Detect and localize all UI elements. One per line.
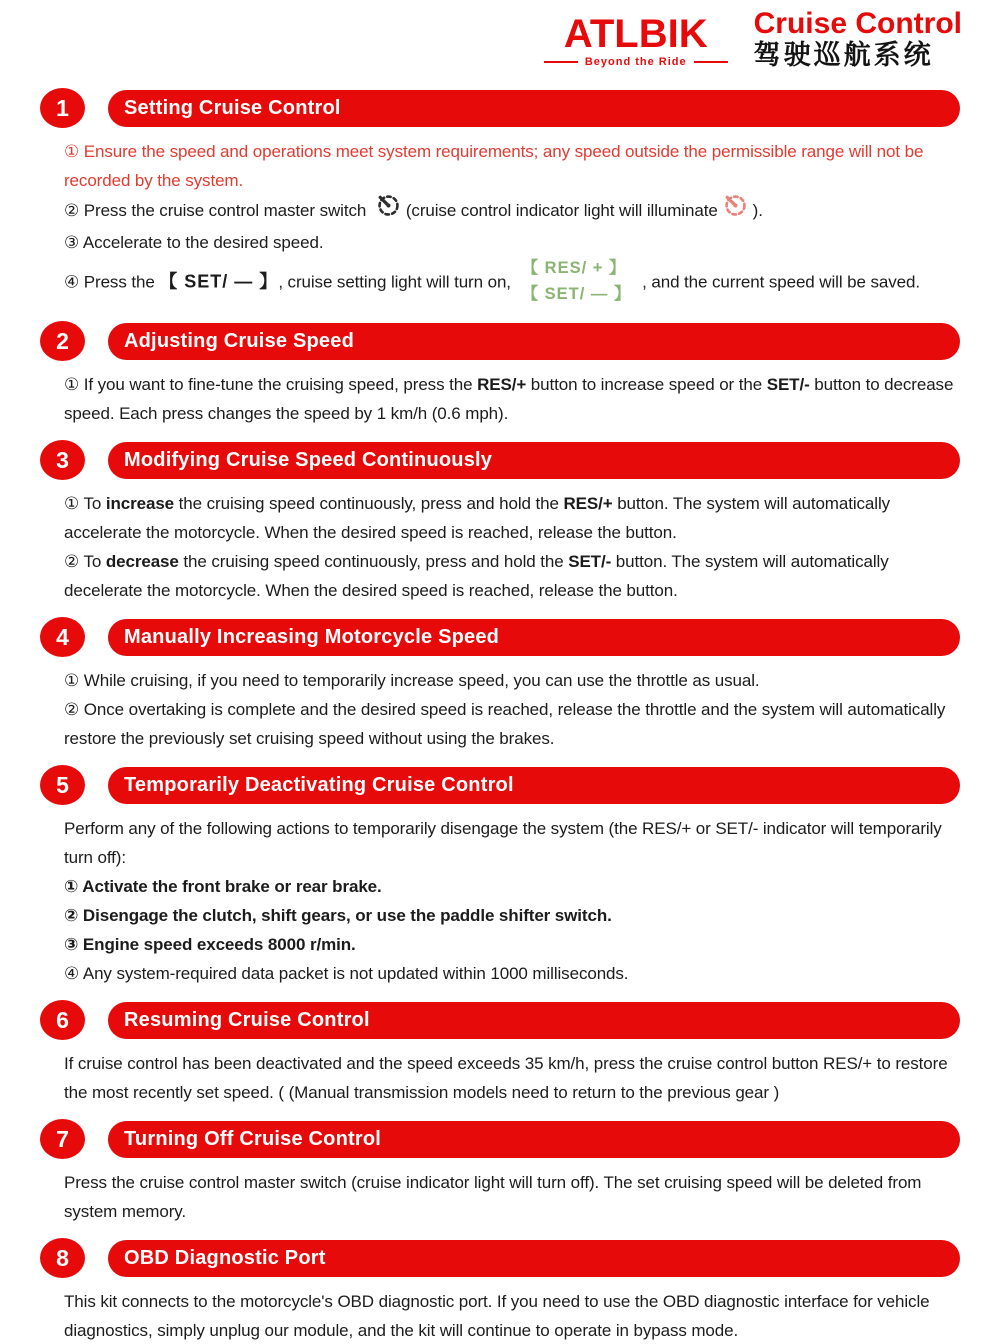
section-title-pill xyxy=(108,619,960,656)
section-body-8 xyxy=(64,1287,960,1344)
text-run: the cruising speed continuously, press and hold the xyxy=(174,494,564,513)
text-run: decrease xyxy=(105,552,179,571)
text-run: RES/+ xyxy=(563,494,613,513)
body-line xyxy=(64,137,960,195)
section-2 xyxy=(0,321,1008,428)
section-title: Setting Cruise Control xyxy=(124,96,341,119)
text-run: Press the cruise control master switch (cruise indicator light will turn off). The set cruising speed will be deleted from system memory. xyxy=(64,1173,922,1221)
tagline-rule-right xyxy=(694,61,728,63)
section-header-2 xyxy=(40,321,960,361)
brand-tagline xyxy=(544,56,728,68)
section-body-6 xyxy=(64,1049,960,1107)
text-run: ). xyxy=(752,200,763,220)
text-run: ③ Accelerate to the desired speed. xyxy=(64,233,324,252)
section-3 xyxy=(0,440,1008,605)
text-run: increase xyxy=(105,494,175,513)
section-1 xyxy=(0,88,1008,309)
body-line xyxy=(64,1168,960,1226)
body-line xyxy=(64,695,960,753)
text-run: , and the current speed will be saved. xyxy=(637,272,920,292)
text-run: ③ Engine speed exceeds 8000 r/min. xyxy=(64,935,356,954)
text-run: button to increase speed or the xyxy=(526,375,767,394)
text-run: button. The system will automatically decelerate the motorcycle. When the desired speed is reached, release the button. xyxy=(64,552,889,600)
body-line xyxy=(64,489,960,547)
body-line xyxy=(64,901,960,930)
section-header-6 xyxy=(40,1000,960,1040)
section-title-pill xyxy=(108,1002,960,1039)
body-line xyxy=(64,547,960,605)
text-run: If cruise control has been deactivated and the speed exceeds 35 km/h, press the cruise control button RES/+ to restore the most recently set speed. ( (Manual transmission models need to return to the previous gear ) xyxy=(64,1054,948,1102)
text-run: SET/- xyxy=(568,552,612,571)
section-title-pill xyxy=(108,1240,960,1277)
sections xyxy=(0,88,1008,1344)
section-header-3 xyxy=(40,440,960,480)
section-title: Manually Increasing Motorcycle Speed xyxy=(124,625,500,648)
section-title: Adjusting Cruise Speed xyxy=(124,329,354,352)
text-run: button. The system will automatically accelerate the motorcycle. When the desired speed is reached, release the button. xyxy=(64,494,891,542)
body-line xyxy=(64,814,960,872)
section-body-2 xyxy=(64,370,960,428)
section-title-pill xyxy=(108,323,960,360)
green-button-labels xyxy=(522,255,632,307)
text-run: ④ Press the xyxy=(64,272,160,292)
text-run: ① If you want to fine-tune the cruising speed, press the xyxy=(64,375,478,394)
section-4 xyxy=(0,617,1008,753)
section-number-badge: 2 xyxy=(40,321,85,361)
green-button-label: 【 SET/ — 】 xyxy=(521,285,632,303)
text-run: the cruising speed continuously, press and hold the xyxy=(178,552,569,571)
section-title-pill xyxy=(108,767,960,804)
product-title-block xyxy=(754,8,962,70)
text-run: ① To xyxy=(64,494,106,513)
text-run: (cruise control indicator light will illuminate xyxy=(405,200,718,220)
section-number-badge: 1 xyxy=(40,88,85,128)
green-button-label: 【 RES/ + 】 xyxy=(521,259,627,277)
text-run: ② Disengage the clutch, shift gears, or use the paddle shifter switch. xyxy=(64,906,612,925)
section-8 xyxy=(0,1238,1008,1344)
section-title-pill xyxy=(108,90,960,127)
tagline-rule-left xyxy=(544,61,578,63)
brand-logo xyxy=(544,8,728,68)
section-title-pill xyxy=(108,1121,960,1158)
section-title: OBD Diagnostic Port xyxy=(124,1246,326,1269)
text-run: ① Activate the front brake or rear brake. xyxy=(64,877,382,896)
body-line xyxy=(64,959,960,988)
brand-tagline-text: Beyond the Ride xyxy=(584,56,687,68)
body-line xyxy=(64,195,960,228)
section-header-4 xyxy=(40,617,960,657)
text-run: ② To xyxy=(64,552,106,571)
text-run: ② Once overtaking is complete and the desired speed is reached, release the throttle and the system will automatically restore the previously set cruising speed without using the brakes. xyxy=(64,700,946,748)
section-header-5 xyxy=(40,765,960,805)
section-body-3 xyxy=(64,489,960,605)
section-6 xyxy=(0,1000,1008,1107)
section-number-badge: 5 xyxy=(40,765,85,805)
body-line xyxy=(64,666,960,695)
section-number-badge: 6 xyxy=(40,1000,85,1040)
section-body-1 xyxy=(64,137,960,309)
section-header-1 xyxy=(40,88,960,128)
section-body-7 xyxy=(64,1168,960,1226)
text-run: ② Press the cruise control master switch xyxy=(64,200,371,220)
product-title: Cruise Control xyxy=(753,7,962,40)
cruise-indicator-light-icon xyxy=(722,193,749,226)
body-line xyxy=(64,228,960,257)
section-title: Resuming Cruise Control xyxy=(124,1008,370,1031)
section-body-4 xyxy=(64,666,960,753)
section-header-7 xyxy=(40,1119,960,1159)
section-body-5 xyxy=(64,814,960,988)
text-run: Perform any of the following actions to temporarily disengage the system (the RES/+ or SET/- indicator will temporarily turn off): xyxy=(64,819,942,867)
text-run: This kit connects to the motorcycle's OBD diagnostic port. If you need to use the OBD diagnostic interface for vehicle diagnostics, simply unplug our module, and the kit will continue to operate in bypass mode. xyxy=(64,1292,930,1340)
section-number-badge: 8 xyxy=(40,1238,85,1278)
section-number-badge: 7 xyxy=(40,1119,85,1159)
product-title-zh: 驾驶巡航系统 xyxy=(753,40,934,70)
section-title-pill xyxy=(108,442,960,479)
section-5 xyxy=(0,765,1008,988)
body-line xyxy=(64,370,960,428)
section-number-badge: 4 xyxy=(40,617,85,657)
text-run: RES/+ xyxy=(477,375,527,394)
section-header-8 xyxy=(40,1238,960,1278)
section-title: Modifying Cruise Speed Continuously xyxy=(124,448,493,471)
text-run: 【 SET/ — 】 xyxy=(159,271,279,292)
text-run: ① While cruising, if you need to temporarily increase speed, you can use the throttle as usual. xyxy=(64,671,760,690)
body-line xyxy=(64,1287,960,1344)
section-title: Temporarily Deactivating Cruise Control xyxy=(124,773,514,796)
section-number-badge: 3 xyxy=(40,440,85,480)
text-run: ④ Any system-required data packet is not updated within 1000 milliseconds. xyxy=(64,964,629,983)
body-line xyxy=(64,930,960,959)
body-line xyxy=(64,872,960,901)
brand-logo-text: ATLBIK xyxy=(563,12,708,56)
text-run: button to decrease speed. Each press changes the speed by 1 km/h (0.6 mph). xyxy=(64,375,954,423)
text-run: SET/- xyxy=(766,375,810,394)
text-run: ① Ensure the speed and operations meet system requirements; any speed outside the permissible range will not be recorded by the system. xyxy=(64,142,924,190)
cruise-master-switch-icon xyxy=(375,193,402,226)
text-run: , cruise setting light will turn on, xyxy=(278,272,516,292)
section-7 xyxy=(0,1119,1008,1226)
section-title: Turning Off Cruise Control xyxy=(124,1127,382,1150)
body-line xyxy=(64,257,960,309)
body-line xyxy=(64,1049,960,1107)
page-header xyxy=(0,0,1008,76)
